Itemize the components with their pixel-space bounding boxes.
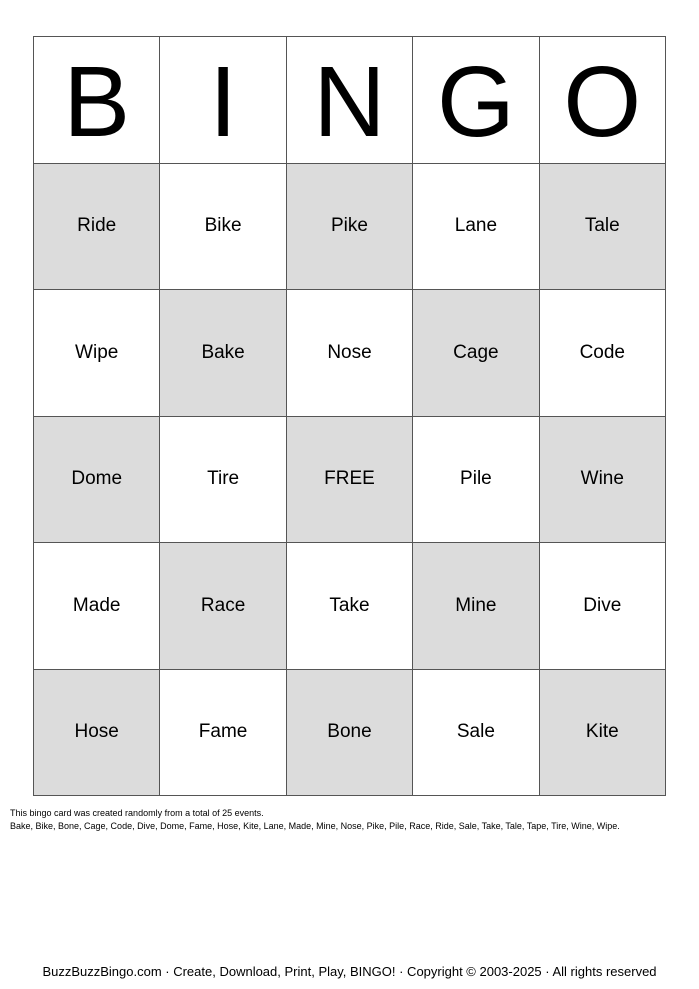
generated-note: This bingo card was created randomly from a total of 25 events. — [10, 808, 264, 818]
header-letter-i: I — [160, 37, 286, 164]
bingo-cell: Dive — [540, 543, 666, 670]
bingo-cell: Hose — [34, 670, 160, 797]
bingo-cell: Sale — [413, 670, 539, 797]
header-letter-n: N — [287, 37, 413, 164]
event-list: Bake, Bike, Bone, Cage, Code, Dive, Dome, Fame, Hose, Kite, Lane, Made, Mine, Nose, Pike, Pile, Race, Ride, Sale, Take, Tale, Tape, Tire, Wine, Wipe. — [10, 821, 620, 831]
bingo-cell: Pile — [413, 417, 539, 544]
bingo-cell: Mine — [413, 543, 539, 670]
header-letter-g: G — [413, 37, 539, 164]
bingo-cell: Nose — [287, 290, 413, 417]
bingo-cell: Kite — [540, 670, 666, 797]
bingo-cell: Pike — [287, 164, 413, 291]
bingo-cell: Cage — [413, 290, 539, 417]
header-letter-o: O — [540, 37, 666, 164]
footer-copyright: BuzzBuzzBingo.com · Create, Download, Print, Play, BINGO! · Copyright © 2003-2025 · All rights reserved — [42, 964, 657, 979]
bingo-cell: Lane — [413, 164, 539, 291]
bingo-cell: Bike — [160, 164, 286, 291]
bingo-cell: Ride — [34, 164, 160, 291]
bingo-cell: Race — [160, 543, 286, 670]
bingo-cell: Code — [540, 290, 666, 417]
bingo-cell: Bone — [287, 670, 413, 797]
bingo-card — [33, 36, 666, 796]
header-letter-b: B — [34, 37, 160, 164]
bingo-cell: Made — [34, 543, 160, 670]
bingo-cell: Take — [287, 543, 413, 670]
bingo-cell: Dome — [34, 417, 160, 544]
bingo-cell: Bake — [160, 290, 286, 417]
bingo-cell: Fame — [160, 670, 286, 797]
bingo-cell: Wipe — [34, 290, 160, 417]
bingo-cell: Tire — [160, 417, 286, 544]
free-space-cell: FREE — [287, 417, 413, 544]
bingo-cell: Wine — [540, 417, 666, 544]
bingo-cell: Tale — [540, 164, 666, 291]
